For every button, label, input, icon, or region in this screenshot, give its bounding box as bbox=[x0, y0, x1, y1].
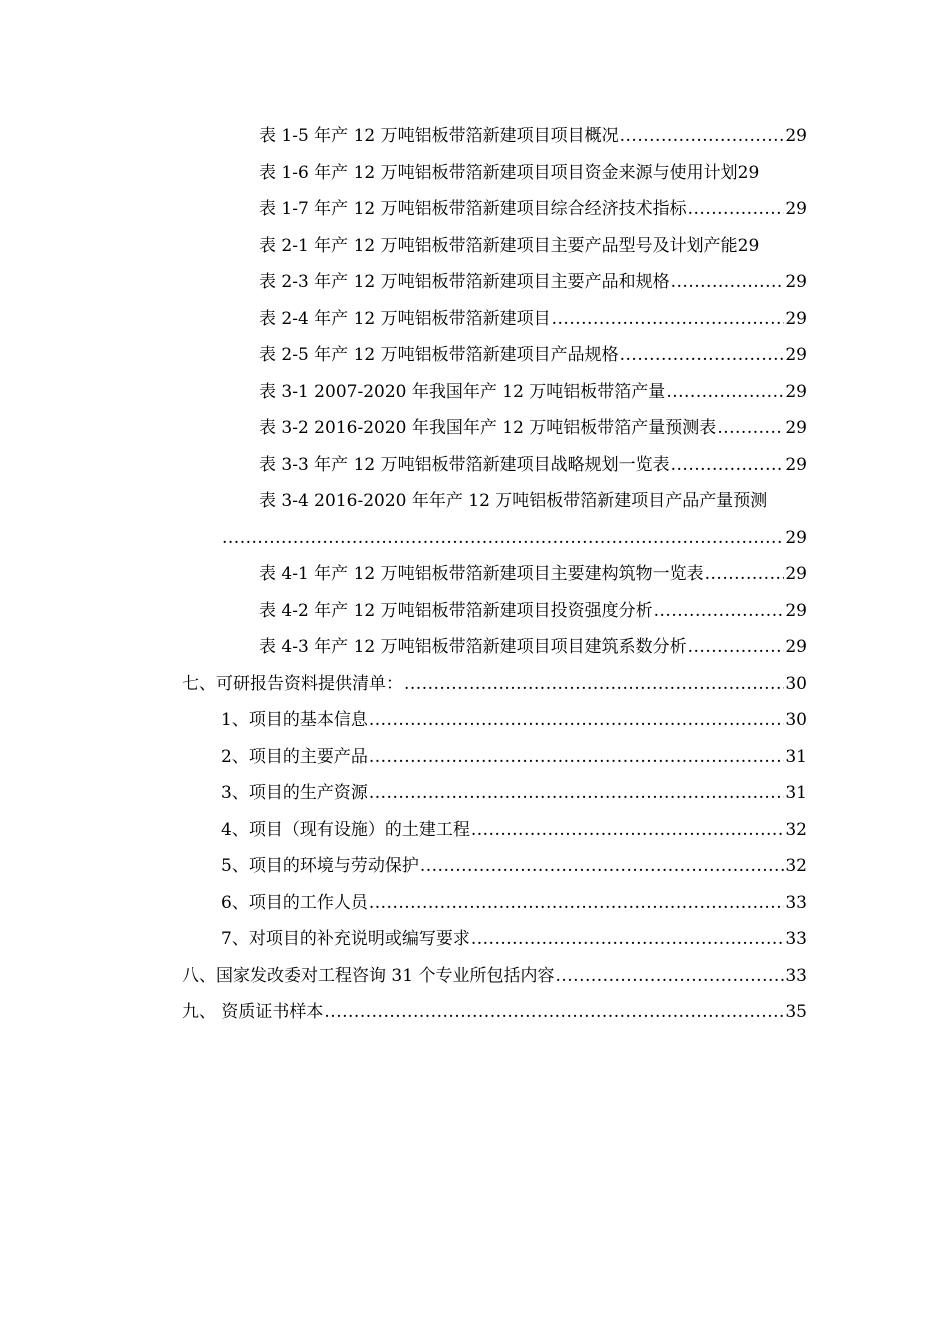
toc-page-number: 29 bbox=[737, 162, 760, 183]
toc-leader-dots bbox=[471, 921, 785, 958]
toc-page-number: 33 bbox=[785, 892, 807, 913]
toc-page-number: 33 bbox=[785, 965, 807, 986]
toc-entry[interactable] bbox=[0, 702, 950, 739]
toc-leader-dots bbox=[671, 264, 785, 301]
toc-page-number: 32 bbox=[785, 856, 807, 876]
toc-page-number: 29 bbox=[785, 564, 807, 584]
toc-entry[interactable] bbox=[0, 556, 950, 593]
toc-page-number: 31 bbox=[785, 746, 807, 767]
toc-leader-dots bbox=[654, 593, 785, 630]
toc-entry[interactable] bbox=[0, 228, 950, 265]
toc-entry[interactable] bbox=[0, 264, 950, 301]
toc-page-number: 29 bbox=[785, 527, 807, 548]
toc-leader-dots bbox=[324, 994, 784, 1031]
toc-page-number: 29 bbox=[737, 235, 760, 256]
toc-entry[interactable] bbox=[0, 447, 950, 484]
toc-section[interactable] bbox=[0, 994, 950, 1031]
toc-page-number: 32 bbox=[785, 819, 807, 840]
toc-entry[interactable] bbox=[0, 301, 950, 338]
toc-page-number: 33 bbox=[785, 929, 807, 949]
toc-leader-dots bbox=[705, 556, 785, 593]
toc-entry-title: 表 1-5 年产 12 万吨铝板带箔新建项目项目概况 bbox=[259, 126, 619, 146]
toc-entry[interactable] bbox=[0, 593, 950, 630]
table-of-contents bbox=[0, 118, 950, 1031]
toc-entry[interactable] bbox=[0, 848, 950, 885]
toc-entry-title: 表 1-7 年产 12 万吨铝板带箔新建项目综合经济技术指标 bbox=[259, 199, 687, 219]
toc-page-number: 29 bbox=[785, 308, 807, 329]
toc-entry[interactable] bbox=[0, 629, 950, 666]
toc-leader-dots bbox=[369, 775, 785, 812]
toc-page-number: 29 bbox=[785, 199, 807, 219]
toc-leader-dots bbox=[671, 447, 785, 484]
toc-entry[interactable] bbox=[0, 155, 950, 192]
toc-leader-dots bbox=[555, 958, 784, 995]
toc-page-number: 30 bbox=[785, 673, 807, 694]
toc-leader-dots bbox=[666, 374, 784, 411]
toc-leader-dots bbox=[620, 118, 785, 155]
toc-page-number: 29 bbox=[785, 272, 807, 292]
toc-entry-title: 4、项目（现有设施）的土建工程 bbox=[221, 819, 470, 840]
toc-leader-dots bbox=[688, 191, 785, 228]
toc-entry-title: 6、项目的工作人员 bbox=[221, 892, 368, 913]
toc-entry-title: 表 2-4 年产 12 万吨铝板带箔新建项目 bbox=[259, 308, 551, 329]
toc-page-number: 29 bbox=[785, 637, 807, 657]
toc-entry-title: 7、对项目的补充说明或编写要求 bbox=[221, 929, 470, 949]
toc-entry-title: 1、项目的基本信息 bbox=[221, 710, 368, 730]
toc-entry[interactable] bbox=[0, 191, 950, 228]
toc-entry-title: 七、可研报告资料提供清单： bbox=[182, 673, 403, 694]
toc-entry[interactable] bbox=[0, 337, 950, 374]
toc-page-number: 29 bbox=[785, 345, 807, 365]
toc-entry[interactable] bbox=[0, 885, 950, 922]
toc-entry-title: 表 2-1 年产 12 万吨铝板带箔新建项目主要产品型号及计划产能 bbox=[259, 235, 738, 256]
toc-leader-dots bbox=[552, 301, 785, 338]
toc-entry[interactable] bbox=[0, 921, 950, 958]
toc-page-number: 29 bbox=[785, 454, 807, 475]
toc-entry-title: 表 1-6 年产 12 万吨铝板带箔新建项目项目资金来源与使用计划 bbox=[259, 162, 738, 183]
toc-entry-title: 九、 资质证书样本 bbox=[182, 1002, 324, 1022]
toc-entry-title: 表 4-1 年产 12 万吨铝板带箔新建项目主要建构筑物一览表 bbox=[259, 564, 704, 584]
toc-page-number: 29 bbox=[785, 126, 807, 146]
toc-leader-dots bbox=[688, 629, 785, 666]
toc-entry[interactable] bbox=[0, 410, 950, 447]
toc-entry-title: 表 2-5 年产 12 万吨铝板带箔新建项目产品规格 bbox=[259, 345, 619, 365]
toc-entry[interactable] bbox=[0, 483, 950, 520]
toc-entry[interactable] bbox=[0, 118, 950, 155]
toc-entry[interactable] bbox=[0, 374, 950, 411]
toc-page-number: 29 bbox=[785, 600, 807, 621]
toc-section[interactable] bbox=[0, 666, 950, 703]
toc-entry-title: 表 4-2 年产 12 万吨铝板带箔新建项目投资强度分析 bbox=[259, 600, 653, 621]
toc-entry-title: 表 2-3 年产 12 万吨铝板带箔新建项目主要产品和规格 bbox=[259, 272, 670, 292]
toc-entry-continuation[interactable] bbox=[0, 520, 950, 557]
toc-page-number: 35 bbox=[785, 1002, 807, 1022]
toc-page-number: 29 bbox=[785, 418, 807, 438]
toc-leader-dots bbox=[717, 410, 784, 447]
toc-page-number: 30 bbox=[785, 710, 807, 730]
toc-entry-title: 5、项目的环境与劳动保护 bbox=[221, 856, 419, 876]
toc-leader-dots bbox=[369, 885, 785, 922]
toc-entry-title: 表 4-3 年产 12 万吨铝板带箔新建项目项目建筑系数分析 bbox=[259, 637, 687, 657]
toc-entry-title: 表 3-3 年产 12 万吨铝板带箔新建项目战略规划一览表 bbox=[259, 454, 670, 475]
toc-page-number: 29 bbox=[785, 381, 807, 402]
toc-leader-dots bbox=[420, 848, 785, 885]
toc-entry[interactable] bbox=[0, 775, 950, 812]
toc-leader-dots bbox=[222, 520, 784, 557]
toc-entry[interactable] bbox=[0, 739, 950, 776]
toc-entry[interactable] bbox=[0, 812, 950, 849]
toc-entry-title: 2、项目的主要产品 bbox=[221, 746, 368, 767]
toc-page-number: 31 bbox=[785, 783, 807, 803]
toc-leader-dots bbox=[369, 739, 785, 776]
toc-leader-dots bbox=[369, 702, 785, 739]
toc-entry-title: 3、项目的生产资源 bbox=[221, 783, 368, 803]
toc-leader-dots bbox=[471, 812, 785, 849]
toc-entry-title: 表 3-2 2016-2020 年我国年产 12 万吨铝板带箔产量预测表 bbox=[259, 418, 717, 438]
toc-entry-title: 表 3-1 2007-2020 年我国年产 12 万吨铝板带箔产量 bbox=[259, 381, 666, 402]
toc-leader-dots bbox=[404, 666, 784, 703]
toc-entry-title: 表 3-4 2016-2020 年年产 12 万吨铝板带箔新建项目产品产量预测 bbox=[259, 491, 768, 511]
toc-leader-dots bbox=[620, 337, 785, 374]
toc-entry-title: 八、国家发改委对工程咨询 31 个专业所包括内容 bbox=[182, 965, 555, 986]
toc-section[interactable] bbox=[0, 958, 950, 995]
